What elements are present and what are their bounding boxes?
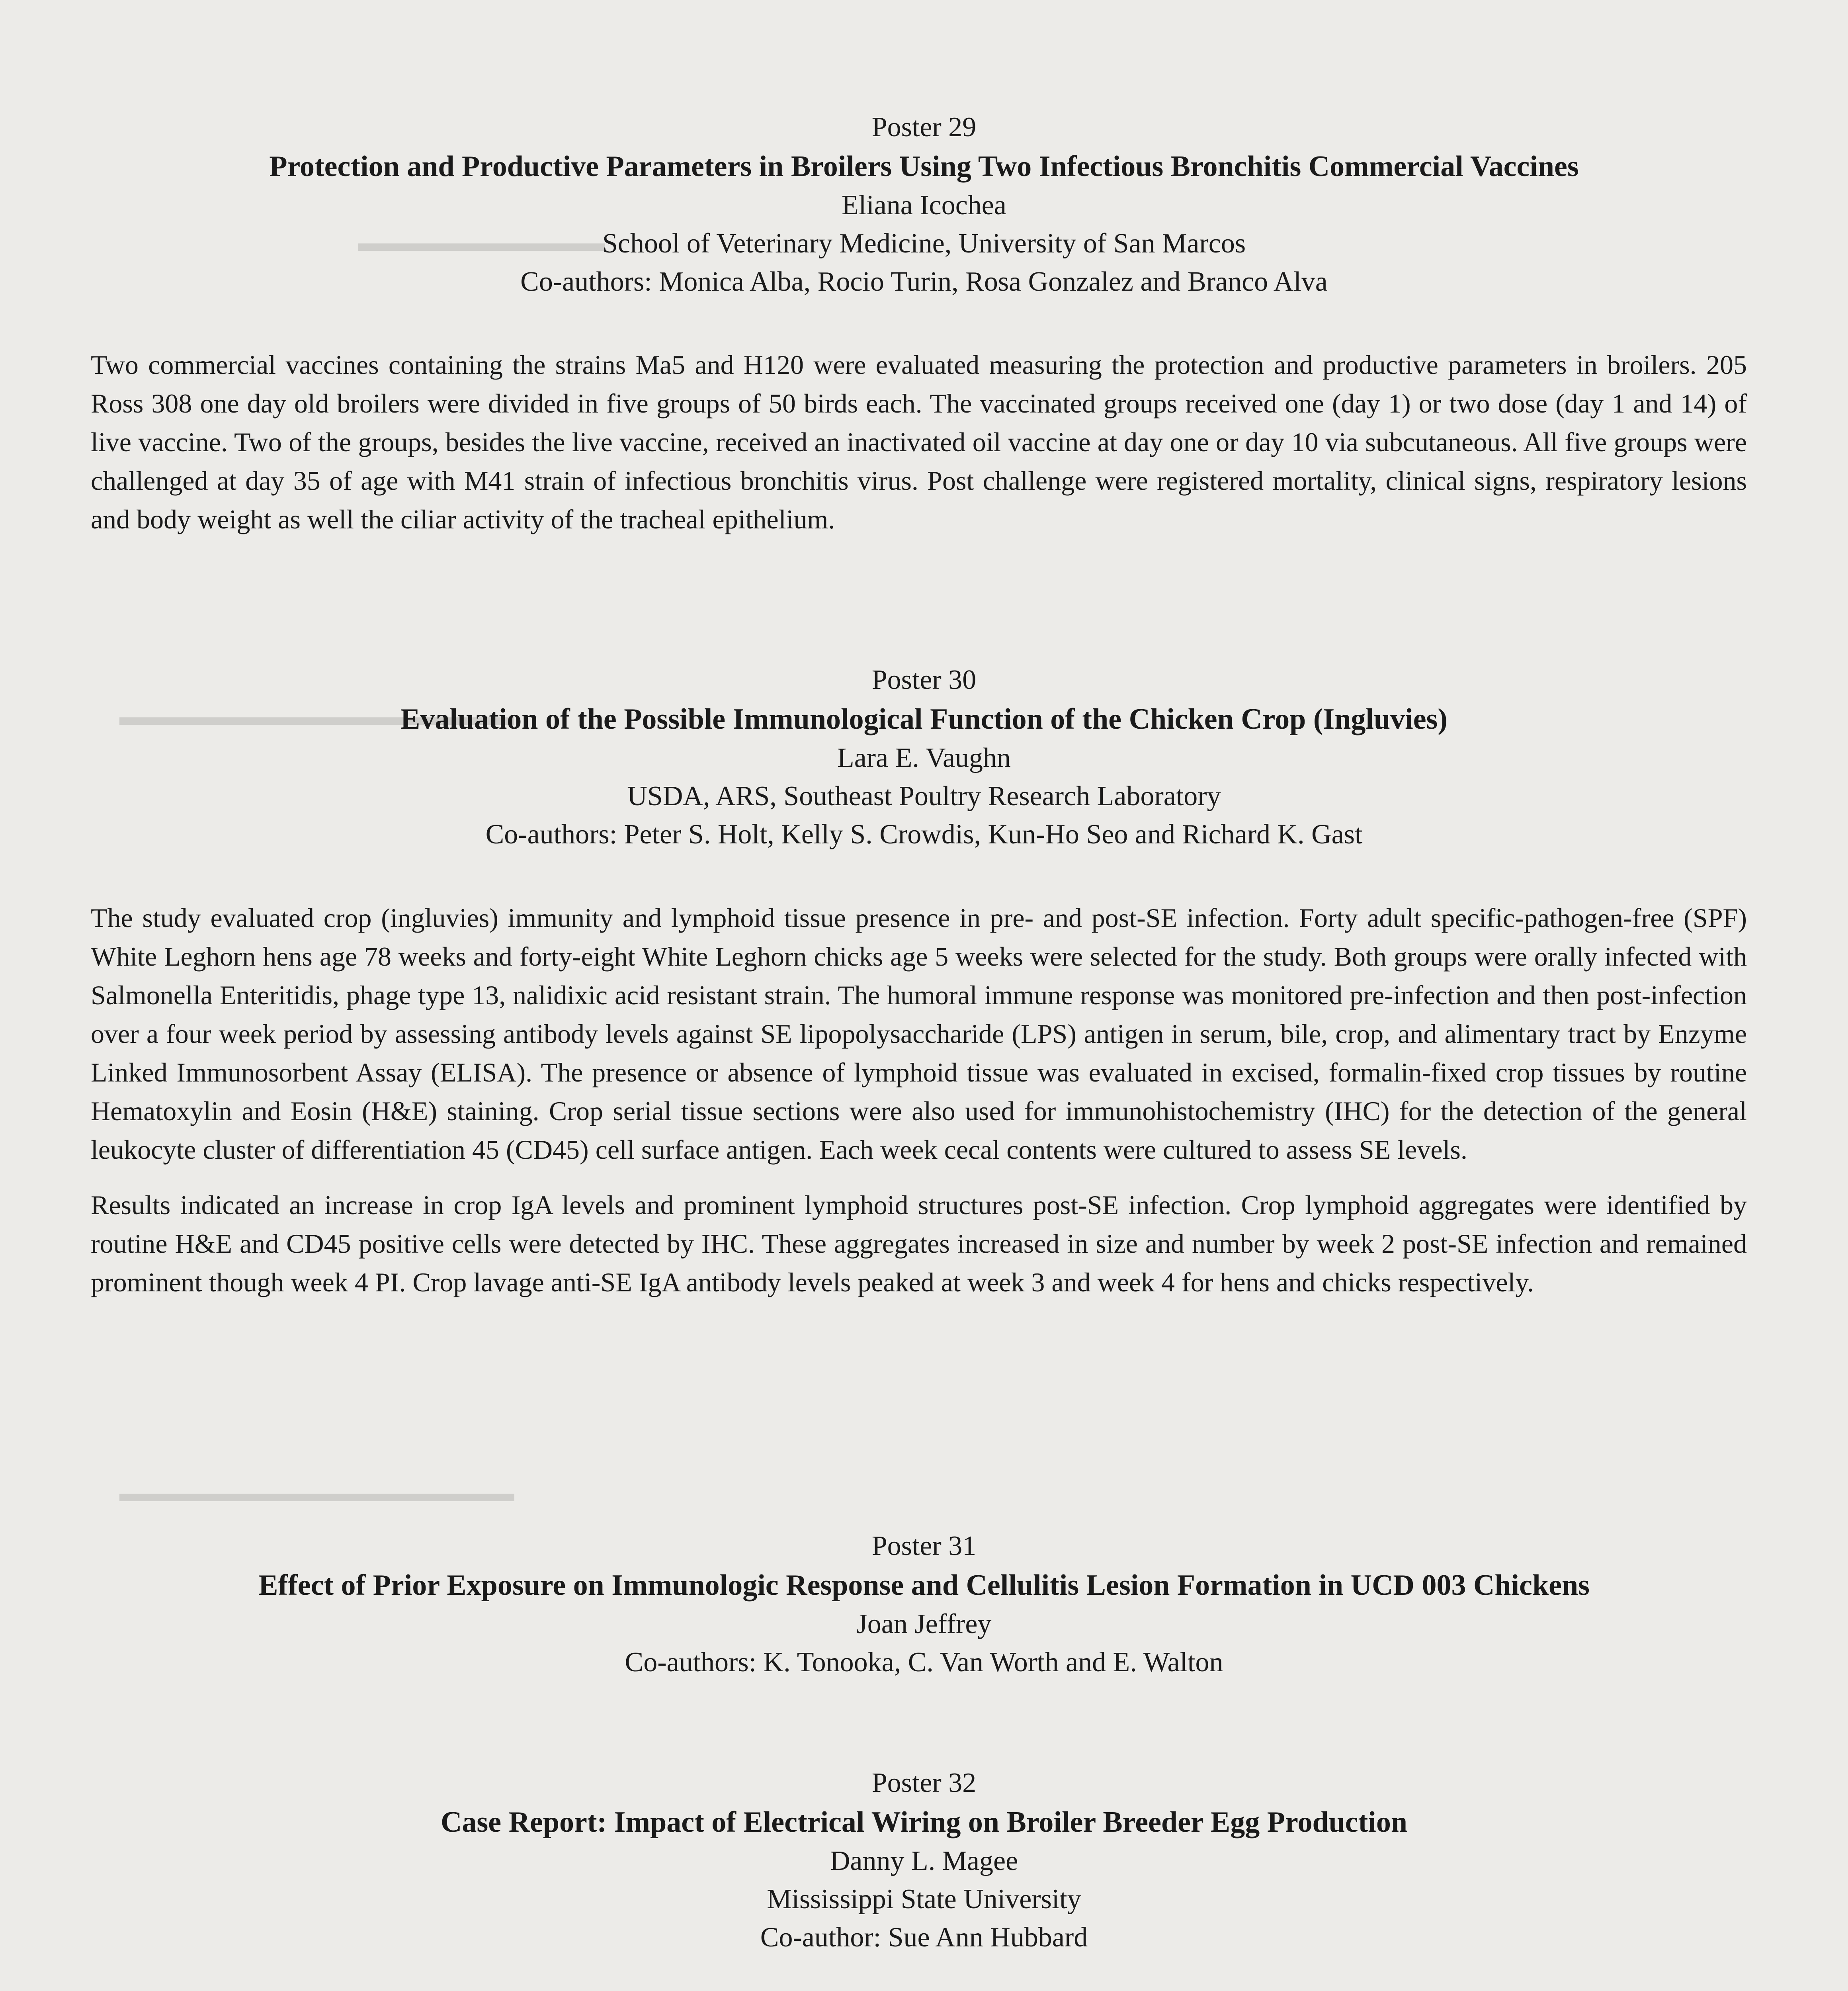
poster-header [0, 1764, 1848, 1957]
poster-affiliation: USDA, ARS, Southeast Poultry Research Laboratory [627, 781, 1221, 812]
poster-author: Danny L. Magee [830, 1846, 1018, 1876]
poster-author: Lara E. Vaughn [837, 743, 1011, 773]
poster-title: Case Report: Impact of Electrical Wiring on Broiler Breeder Egg Production [440, 1806, 1408, 1838]
poster-header [0, 1527, 1848, 1682]
poster-header [0, 108, 1848, 301]
poster-affiliation: Mississippi State University [767, 1884, 1081, 1915]
poster-number: Poster 31 [871, 1531, 977, 1561]
abstract-paragraph: Two commercial vaccines containing the strains Ma5 and H120 were evaluated measuring the protection and productive parameters in broilers. 205 Ross 308 one day old broilers were divided in five groups of 50 birds each. The vaccinated groups received one (day 1) or two dose (day 1 and 14) of live vaccine. Two of the groups, besides the live vaccine, received an inactivated oil vaccine at day one or day 10 via subcutaneous. All five groups were challenged at day 35 of age with M41 strain of infectious bronchitis virus. Post challenge were registered mortality, clinical signs, respiratory lesions and body weight as well the ciliar activity of the tracheal epithelium. [91, 350, 1747, 534]
poster-title: Effect of Prior Exposure on Immunologic Response and Cellulitis Lesion Formation in UCD 003 Chickens [258, 1569, 1590, 1602]
poster-author: Joan Jeffrey [856, 1609, 992, 1639]
poster-affiliation: School of Veterinary Medicine, University of San Marcos [602, 228, 1246, 259]
bleed-through-text: ▬▬▬▬▬▬▬▬▬▬▬▬▬▬▬▬ [119, 1480, 514, 1507]
poster-coauthors: Co-authors: Monica Alba, Rocio Turin, Rosa Gonzalez and Branco Alva [520, 266, 1328, 297]
bleed-through-text: ▬▬▬▬▬▬▬▬▬▬ [358, 229, 605, 256]
poster-abstract [91, 346, 1747, 539]
abstract-paragraph: The study evaluated crop (ingluvies) immunity and lymphoid tissue presence in pre- and post-SE infection. Forty adult specific-pathogen-free (SPF) White Leghorn hens age 78 weeks and forty-eight White Leghorn chicks age 5 weeks were selected for the study. Both groups were orally infected with Salmonella Enteritidis, phage type 13, nalidixic acid resistant strain. The humoral immune response was monitored pre-infection and then post-infection over a four week period by assessing antibody levels against SE lipopolysaccharide (LPS) antigen in serum, bile, crop, and alimentary tract by Enzyme Linked Immunosorbent Assay (ELISA). The presence or absence of lymphoid tissue was evaluated in excised, formalin-fixed crop tissues by routine Hematoxylin and Eosin (H&E) staining. Crop serial tissue sections were also used for immunohistochemistry (IHC) for the detection of the general leukocyte cluster of differentiation 45 (CD45) cell surface antigen. Each week cecal contents were cultured to assess SE levels. [91, 903, 1747, 1165]
poster-author: Eliana Icochea [842, 190, 1006, 221]
poster-coauthors: Co-author: Sue Ann Hubbard [760, 1922, 1088, 1953]
poster-coauthors: Co-authors: Peter S. Holt, Kelly S. Crowdis, Kun-Ho Seo and Richard K. Gast [485, 819, 1363, 850]
abstract-paragraph: Results indicated an increase in crop IgA levels and prominent lymphoid structures post-SE infection. Crop lymphoid aggregates were identified by routine H&E and CD45 positive cells were detected by IHC. These aggregates increased in size and number by week 2 post-SE infection and remained prominent though week 4 PI. Crop lavage anti-SE IgA antibody levels peaked at week 3 and week 4 for hens and chicks respectively. [91, 1190, 1747, 1297]
poster-number: Poster 32 [871, 1768, 977, 1798]
poster-title: Protection and Productive Parameters in Broilers Using Two Infectious Bronchitis Commercial Vaccines [269, 150, 1579, 183]
bleed-through-text: ▬▬▬▬▬▬▬▬▬▬▬▬▬▬▬▬ [119, 703, 514, 730]
poster-header [0, 661, 1848, 854]
poster-abstract [91, 899, 1747, 1302]
poster-number: Poster 29 [871, 112, 977, 143]
poster-title: Evaluation of the Possible Immunological Function of the Chicken Crop (Ingluvies) [400, 703, 1448, 735]
poster-coauthors: Co-authors: K. Tonooka, C. Van Worth and E. Walton [625, 1647, 1223, 1678]
poster-number: Poster 30 [871, 665, 977, 695]
